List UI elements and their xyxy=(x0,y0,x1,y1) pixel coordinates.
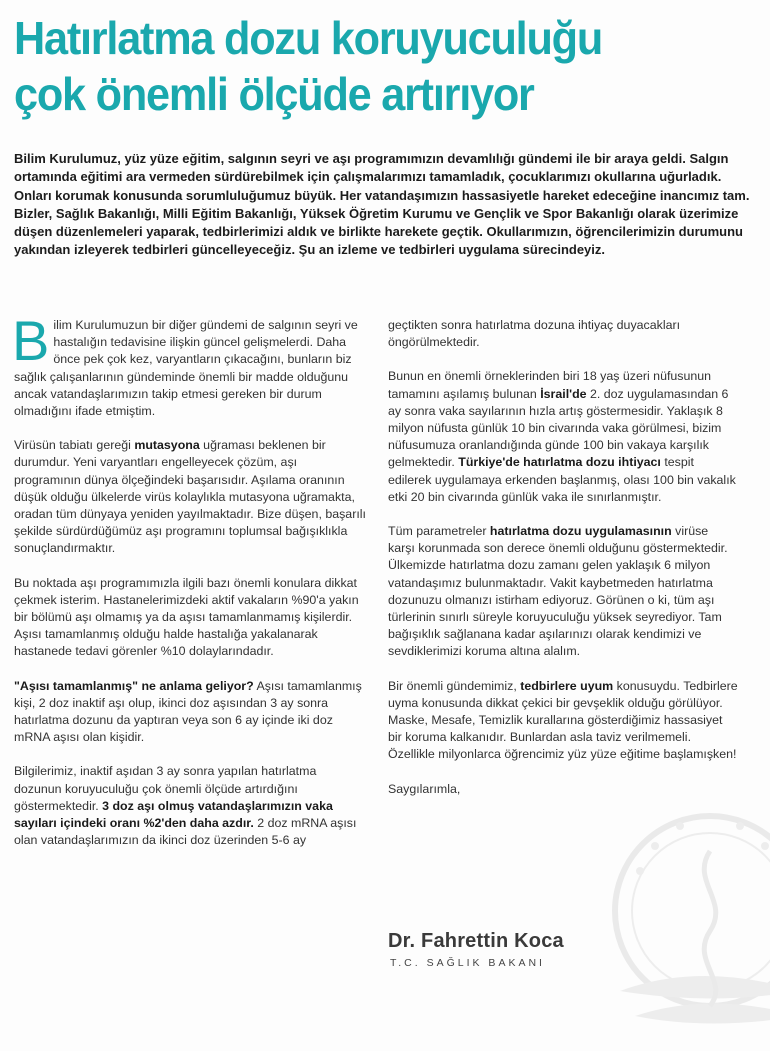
title-line-1: Hatırlatma dozu koruyuculuğu xyxy=(14,12,603,64)
text-span: Bilgilerimiz, inaktif aşıdan 3 ay sonra yapılan hatırlatma dozunun koruyuculuğu çok önemli ölçüde artırdığını göstermektedir. xyxy=(14,764,317,813)
right-paragraph-4 xyxy=(388,678,738,764)
right-paragraph-3 xyxy=(388,523,738,661)
title-line-2: çok önemli ölçüde artırıyor xyxy=(14,68,534,120)
right-column xyxy=(388,317,738,815)
bold-span: mutasyona xyxy=(134,438,200,453)
bold-span: tedbirlere uyum xyxy=(520,678,614,693)
left-column xyxy=(12,309,366,866)
left-paragraph-4 xyxy=(14,678,366,747)
text-span: Aşısı tamamlanmış kişi, 2 doz inaktif aşı olup, ikinci doz aşısından 3 ay sonra hatırlatma dozunu da yaptıran veya son 6 ay içinde iki doz mRNA aşısı olan kişidir. xyxy=(14,678,362,745)
text-span: Tüm parametreler xyxy=(388,524,490,539)
drop-cap: B xyxy=(12,309,50,372)
bold-span: hatırlatma dozu uygulamasının xyxy=(489,524,672,539)
ministry-emblem-watermark-icon xyxy=(580,791,770,1051)
text-span: 2 doz mRNA aşısı olan vatandaşlarımızın da ikinci doz üzerinden 5-6 ay xyxy=(14,816,357,848)
bold-span: "Aşısı tamamlanmış" ne anlama geliyor? xyxy=(14,678,254,693)
text-span: Bir önemli gündemimiz, xyxy=(388,678,521,693)
bold-span: Türkiye'de hatırlatma dozu ihtiyacı xyxy=(458,455,661,470)
text-span: virüse karşı korunmada son derece önemli olduğunu göstermektedir. Ülkemizde hatırlatma dozu zamanı gelen yaklaşık 6 milyon vatandaşımız bulunmaktadır. Vakit kaybetmeden hatırlatma dozunuzu olmanızı istirham ediyoruz. Görünen o ki, tüm aşı türlerinin sınırlı süreyle koruyuculuğu yüksek seyrediyor. Tam bağışıklık sağlanana kadar aşılarınızı olarak kendimizi ve sevdiklerimizi koruma altına alalım. xyxy=(388,524,728,659)
text-span: 2. doz uygulamasından 6 ay sonra vaka sayılarının hızla artış göstermesidir. Yaklaşık 8 milyon nüfusta günlük 10 bin civarında vaka görülmesi, bizim nüfusumuza oranlandığında günde 100 bin vakaya karşılık gelmektedir. xyxy=(388,386,729,470)
left-paragraph-5 xyxy=(14,763,366,849)
text-span: uğraması beklenen bir durumdur. Yeni varyantları engelleyecek çözüm, aşı programının dünya ölçeğindeki başarısıdır. Aşılama oranının düşük olduğu ülkelerde virüs kolaylıkla mutasyona uğramakta, oradan tüm dünyaya yeniden yayılmaktadır. Bize düşen, başarılı şekilde sürdürdüğümüz aşı programını toplumsal bağışıklıkla sonuçlandırmaktır. xyxy=(14,438,366,556)
bold-span: İsrail'de xyxy=(540,386,587,401)
closing-salutation: Saygılarımla, xyxy=(388,781,461,796)
text-span: Virüsün tabiatı gereği xyxy=(14,438,135,453)
bold-span: 3 doz aşı olmuş vatandaşlarımızın vaka sayıları içindeki oranı %2'den daha azdır. xyxy=(14,798,333,831)
left-paragraph-1 xyxy=(12,309,366,420)
article-title xyxy=(14,10,714,122)
lead-paragraph: Bilim Kurulumuz, yüz yüze eğitim, salgının seyri ve aşı programımızın devamlılığı gündemi ile bir araya geldi. Salgın ortamında eğitimi ara vermeden sürdürebilmek için çalışmalarımızı tamamladık, çocuklarımızı okullarına uğurladık. Onları korumak konusunda sorumluluğumuz büyük. Her vatandaşımızın hassasiyetle hareket edeceğine inancımız tam. Bizler, Sağlık Bakanlığı, Milli Eğitim Bakanlığı, Yüksek Öğretim Kurumu ve Gençlik ve Spor Bakanlığı olarak üzerimize düşen düzenlemeleri yaparak, tedbirlerimizi aldık ve birlikte harekete geçtik. Okullarımızın, öğrencilerimizin durumunu yakından izleyerek tedbirleri güncelleyeceğiz. Şu an izleme ve tedbirleri uygulama sürecindeyiz. xyxy=(14,151,750,258)
signature-name: Dr. Fahrettin Koca xyxy=(388,930,564,952)
text-span: tespit edilerek uygulamaya erkenden başlanmış, olası 100 bin vakalık etki 20 bin civarında günlük vaka ile sınırlanmıştır. xyxy=(388,455,736,504)
left-paragraph-1-text: ilim Kurulumuzun bir diğer gündemi de salgının seyri ve hastalığın tedavisine ilişkin güncel gelişmelerdi. Daha önce pek çok kez, varyantların çıkacağını, bunların biz sağlık çalışanlarının gündeminde önemli bir madde olduğunu ancak vatandaşlarımızın takip etmesi gereken bir durum olmadığını ifade etmiştim. xyxy=(14,318,358,419)
right-paragraph-1: geçtikten sonra hatırlatma dozuna ihtiyaç duyacakları öngörülmektedir. xyxy=(388,318,681,350)
left-paragraph-2 xyxy=(14,437,366,557)
left-paragraph-3: Bu noktada aşı programımızla ilgili bazı önemli konulara dikkat çekmek isterim. Hastanelerimizdeki aktif vakaların %90'a yakın bir bölümü aşı olmamış ya da aşısı tamamlanmamış kişilerdir. Aşısı tamamlanmış olduğu halde hastalığa yakalanarak hastanede tedavi görenler %10 dolaylarındadır. xyxy=(14,575,359,659)
text-span: konusuydu. Tedbirlere uyma konusunda dikkat çekici bir gevşeklik olduğu görülüyor. Maske, Mesafe, Temizlik kurallarına gösterdiğimiz hassasiyet bir koruma kalkanıdır. Bunlardan asla taviz verilmemeli. Özellikle milyonlarca öğrencimiz yüz yüze eğitime başlamışken! xyxy=(388,678,738,762)
text-span: Bunun en önemli örneklerinden biri 18 yaş üzeri nüfusunun tamamını aşılamış bulunan xyxy=(388,369,712,401)
right-paragraph-2 xyxy=(388,368,738,506)
signature-title: T.C. SAĞLIK BAKANI xyxy=(390,957,545,969)
